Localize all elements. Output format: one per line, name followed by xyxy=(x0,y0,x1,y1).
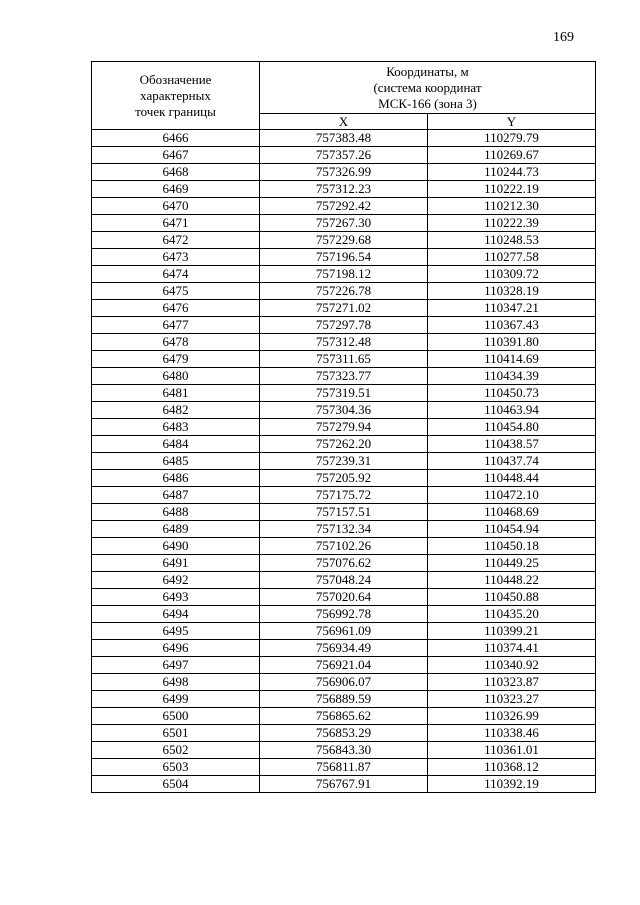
point-id-cell: 6479 xyxy=(92,351,260,368)
x-coord-cell: 757205.92 xyxy=(260,470,428,487)
point-id-cell: 6478 xyxy=(92,334,260,351)
point-id-cell: 6469 xyxy=(92,181,260,198)
x-coord-cell: 757312.23 xyxy=(260,181,428,198)
table-row xyxy=(92,351,596,368)
x-coord-cell: 757020.64 xyxy=(260,589,428,606)
point-id-cell: 6501 xyxy=(92,725,260,742)
point-id-cell: 6467 xyxy=(92,147,260,164)
table-row xyxy=(92,623,596,640)
y-coord-cell: 110338.46 xyxy=(428,725,596,742)
point-id-cell: 6486 xyxy=(92,470,260,487)
x-coord-cell: 756853.29 xyxy=(260,725,428,742)
point-id-cell: 6488 xyxy=(92,504,260,521)
point-id-cell: 6494 xyxy=(92,606,260,623)
table-row xyxy=(92,232,596,249)
table-row xyxy=(92,181,596,198)
table-row xyxy=(92,674,596,691)
y-coord-cell: 110328.19 xyxy=(428,283,596,300)
x-coord-cell: 757175.72 xyxy=(260,487,428,504)
point-id-cell: 6491 xyxy=(92,555,260,572)
table-row xyxy=(92,776,596,793)
table-row xyxy=(92,521,596,538)
y-coord-cell: 110368.12 xyxy=(428,759,596,776)
y-coord-cell: 110472.10 xyxy=(428,487,596,504)
point-id-cell: 6474 xyxy=(92,266,260,283)
header-point-designation xyxy=(92,62,260,130)
x-coord-cell: 757198.12 xyxy=(260,266,428,283)
y-coord-cell: 110279.79 xyxy=(428,130,596,147)
table-row xyxy=(92,436,596,453)
x-coord-cell: 757319.51 xyxy=(260,385,428,402)
point-id-cell: 6496 xyxy=(92,640,260,657)
x-coord-cell: 757312.48 xyxy=(260,334,428,351)
y-coord-cell: 110454.80 xyxy=(428,419,596,436)
header-y: Y xyxy=(428,114,596,130)
y-coord-cell: 110434.39 xyxy=(428,368,596,385)
y-coord-cell: 110468.69 xyxy=(428,504,596,521)
table-row xyxy=(92,368,596,385)
header-point-line: точек границы xyxy=(135,103,216,119)
table-row xyxy=(92,317,596,334)
table-row xyxy=(92,164,596,181)
x-coord-cell: 757279.94 xyxy=(260,419,428,436)
x-coord-cell: 757383.48 xyxy=(260,130,428,147)
header-point-line: Обозначение xyxy=(139,71,212,87)
table-row xyxy=(92,572,596,589)
y-coord-cell: 110347.21 xyxy=(428,300,596,317)
x-coord-cell: 757323.77 xyxy=(260,368,428,385)
x-coord-cell: 757229.68 xyxy=(260,232,428,249)
y-coord-cell: 110450.18 xyxy=(428,538,596,555)
y-coord-cell: 110448.44 xyxy=(428,470,596,487)
table-row xyxy=(92,691,596,708)
y-coord-cell: 110374.41 xyxy=(428,640,596,657)
table-row xyxy=(92,334,596,351)
point-id-cell: 6484 xyxy=(92,436,260,453)
y-coord-cell: 110248.53 xyxy=(428,232,596,249)
y-coord-cell: 110309.72 xyxy=(428,266,596,283)
coordinates-table xyxy=(91,61,596,793)
y-coord-cell: 110448.22 xyxy=(428,572,596,589)
y-coord-cell: 110414.69 xyxy=(428,351,596,368)
x-coord-cell: 756811.87 xyxy=(260,759,428,776)
x-coord-cell: 757311.65 xyxy=(260,351,428,368)
point-id-cell: 6503 xyxy=(92,759,260,776)
point-id-cell: 6473 xyxy=(92,249,260,266)
header-coords-line: Координаты, м xyxy=(386,64,469,79)
x-coord-cell: 757326.99 xyxy=(260,164,428,181)
table-row xyxy=(92,147,596,164)
x-coord-cell: 757262.20 xyxy=(260,436,428,453)
table-row xyxy=(92,300,596,317)
x-coord-cell: 756889.59 xyxy=(260,691,428,708)
point-id-cell: 6502 xyxy=(92,742,260,759)
y-coord-cell: 110269.67 xyxy=(428,147,596,164)
page-number: 169 xyxy=(553,30,574,45)
table-row xyxy=(92,402,596,419)
y-coord-cell: 110437.74 xyxy=(428,453,596,470)
y-coord-cell: 110367.43 xyxy=(428,317,596,334)
x-coord-cell: 757196.54 xyxy=(260,249,428,266)
table-row xyxy=(92,419,596,436)
point-id-cell: 6487 xyxy=(92,487,260,504)
y-coord-cell: 110435.20 xyxy=(428,606,596,623)
x-coord-cell: 757357.26 xyxy=(260,147,428,164)
table-row xyxy=(92,725,596,742)
point-id-cell: 6470 xyxy=(92,198,260,215)
table-row xyxy=(92,640,596,657)
x-coord-cell: 757226.78 xyxy=(260,283,428,300)
y-coord-cell: 110438.57 xyxy=(428,436,596,453)
y-coord-cell: 110222.19 xyxy=(428,181,596,198)
point-id-cell: 6485 xyxy=(92,453,260,470)
point-id-cell: 6472 xyxy=(92,232,260,249)
point-id-cell: 6498 xyxy=(92,674,260,691)
point-id-cell: 6481 xyxy=(92,385,260,402)
x-coord-cell: 756934.49 xyxy=(260,640,428,657)
y-coord-cell: 110340.92 xyxy=(428,657,596,674)
y-coord-cell: 110392.19 xyxy=(428,776,596,793)
x-coord-cell: 756992.78 xyxy=(260,606,428,623)
x-coord-cell: 757157.51 xyxy=(260,504,428,521)
table-row xyxy=(92,266,596,283)
y-coord-cell: 110244.73 xyxy=(428,164,596,181)
y-coord-cell: 110450.88 xyxy=(428,589,596,606)
point-id-cell: 6493 xyxy=(92,589,260,606)
y-coord-cell: 110361.01 xyxy=(428,742,596,759)
point-id-cell: 6466 xyxy=(92,130,260,147)
y-coord-cell: 110323.27 xyxy=(428,691,596,708)
header-point-line: характерных xyxy=(140,87,211,103)
table-row xyxy=(92,538,596,555)
table-row xyxy=(92,487,596,504)
x-coord-cell: 756961.09 xyxy=(260,623,428,640)
point-id-cell: 6495 xyxy=(92,623,260,640)
table-row xyxy=(92,130,596,147)
y-coord-cell: 110212.30 xyxy=(428,198,596,215)
table-row xyxy=(92,555,596,572)
point-id-cell: 6497 xyxy=(92,657,260,674)
x-coord-cell: 757102.26 xyxy=(260,538,428,555)
point-id-cell: 6499 xyxy=(92,691,260,708)
x-coord-cell: 757132.34 xyxy=(260,521,428,538)
y-coord-cell: 110399.21 xyxy=(428,623,596,640)
point-id-cell: 6476 xyxy=(92,300,260,317)
x-coord-cell: 757076.62 xyxy=(260,555,428,572)
x-coord-cell: 757267.30 xyxy=(260,215,428,232)
x-coord-cell: 757239.31 xyxy=(260,453,428,470)
x-coord-cell: 756865.62 xyxy=(260,708,428,725)
y-coord-cell: 110323.87 xyxy=(428,674,596,691)
header-x: X xyxy=(260,114,428,130)
table-row xyxy=(92,198,596,215)
table-row xyxy=(92,759,596,776)
point-id-cell: 6482 xyxy=(92,402,260,419)
y-coord-cell: 110454.94 xyxy=(428,521,596,538)
point-id-cell: 6480 xyxy=(92,368,260,385)
y-coord-cell: 110450.73 xyxy=(428,385,596,402)
table-row xyxy=(92,470,596,487)
x-coord-cell: 756843.30 xyxy=(260,742,428,759)
point-id-cell: 6468 xyxy=(92,164,260,181)
table-row xyxy=(92,504,596,521)
table-row xyxy=(92,385,596,402)
x-coord-cell: 757297.78 xyxy=(260,317,428,334)
header-coords-line: МСК-166 (зона 3) xyxy=(378,96,477,111)
table-row xyxy=(92,249,596,266)
point-id-cell: 6504 xyxy=(92,776,260,793)
header-coordinates xyxy=(260,62,596,114)
point-id-cell: 6475 xyxy=(92,283,260,300)
y-coord-cell: 110391.80 xyxy=(428,334,596,351)
table-row xyxy=(92,742,596,759)
point-id-cell: 6489 xyxy=(92,521,260,538)
x-coord-cell: 757292.42 xyxy=(260,198,428,215)
y-coord-cell: 110222.39 xyxy=(428,215,596,232)
header-coords-line: (система координат xyxy=(373,80,482,95)
y-coord-cell: 110326.99 xyxy=(428,708,596,725)
table-row xyxy=(92,657,596,674)
x-coord-cell: 757271.02 xyxy=(260,300,428,317)
point-id-cell: 6492 xyxy=(92,572,260,589)
point-id-cell: 6500 xyxy=(92,708,260,725)
point-id-cell: 6483 xyxy=(92,419,260,436)
x-coord-cell: 757048.24 xyxy=(260,572,428,589)
y-coord-cell: 110449.25 xyxy=(428,555,596,572)
x-coord-cell: 757304.36 xyxy=(260,402,428,419)
table-row xyxy=(92,606,596,623)
point-id-cell: 6471 xyxy=(92,215,260,232)
table-row xyxy=(92,453,596,470)
point-id-cell: 6490 xyxy=(92,538,260,555)
y-coord-cell: 110277.58 xyxy=(428,249,596,266)
table-row xyxy=(92,215,596,232)
table-row xyxy=(92,589,596,606)
x-coord-cell: 756767.91 xyxy=(260,776,428,793)
x-coord-cell: 756906.07 xyxy=(260,674,428,691)
y-coord-cell: 110463.94 xyxy=(428,402,596,419)
table-row xyxy=(92,708,596,725)
point-id-cell: 6477 xyxy=(92,317,260,334)
table-body xyxy=(92,130,596,793)
table-row xyxy=(92,283,596,300)
x-coord-cell: 756921.04 xyxy=(260,657,428,674)
